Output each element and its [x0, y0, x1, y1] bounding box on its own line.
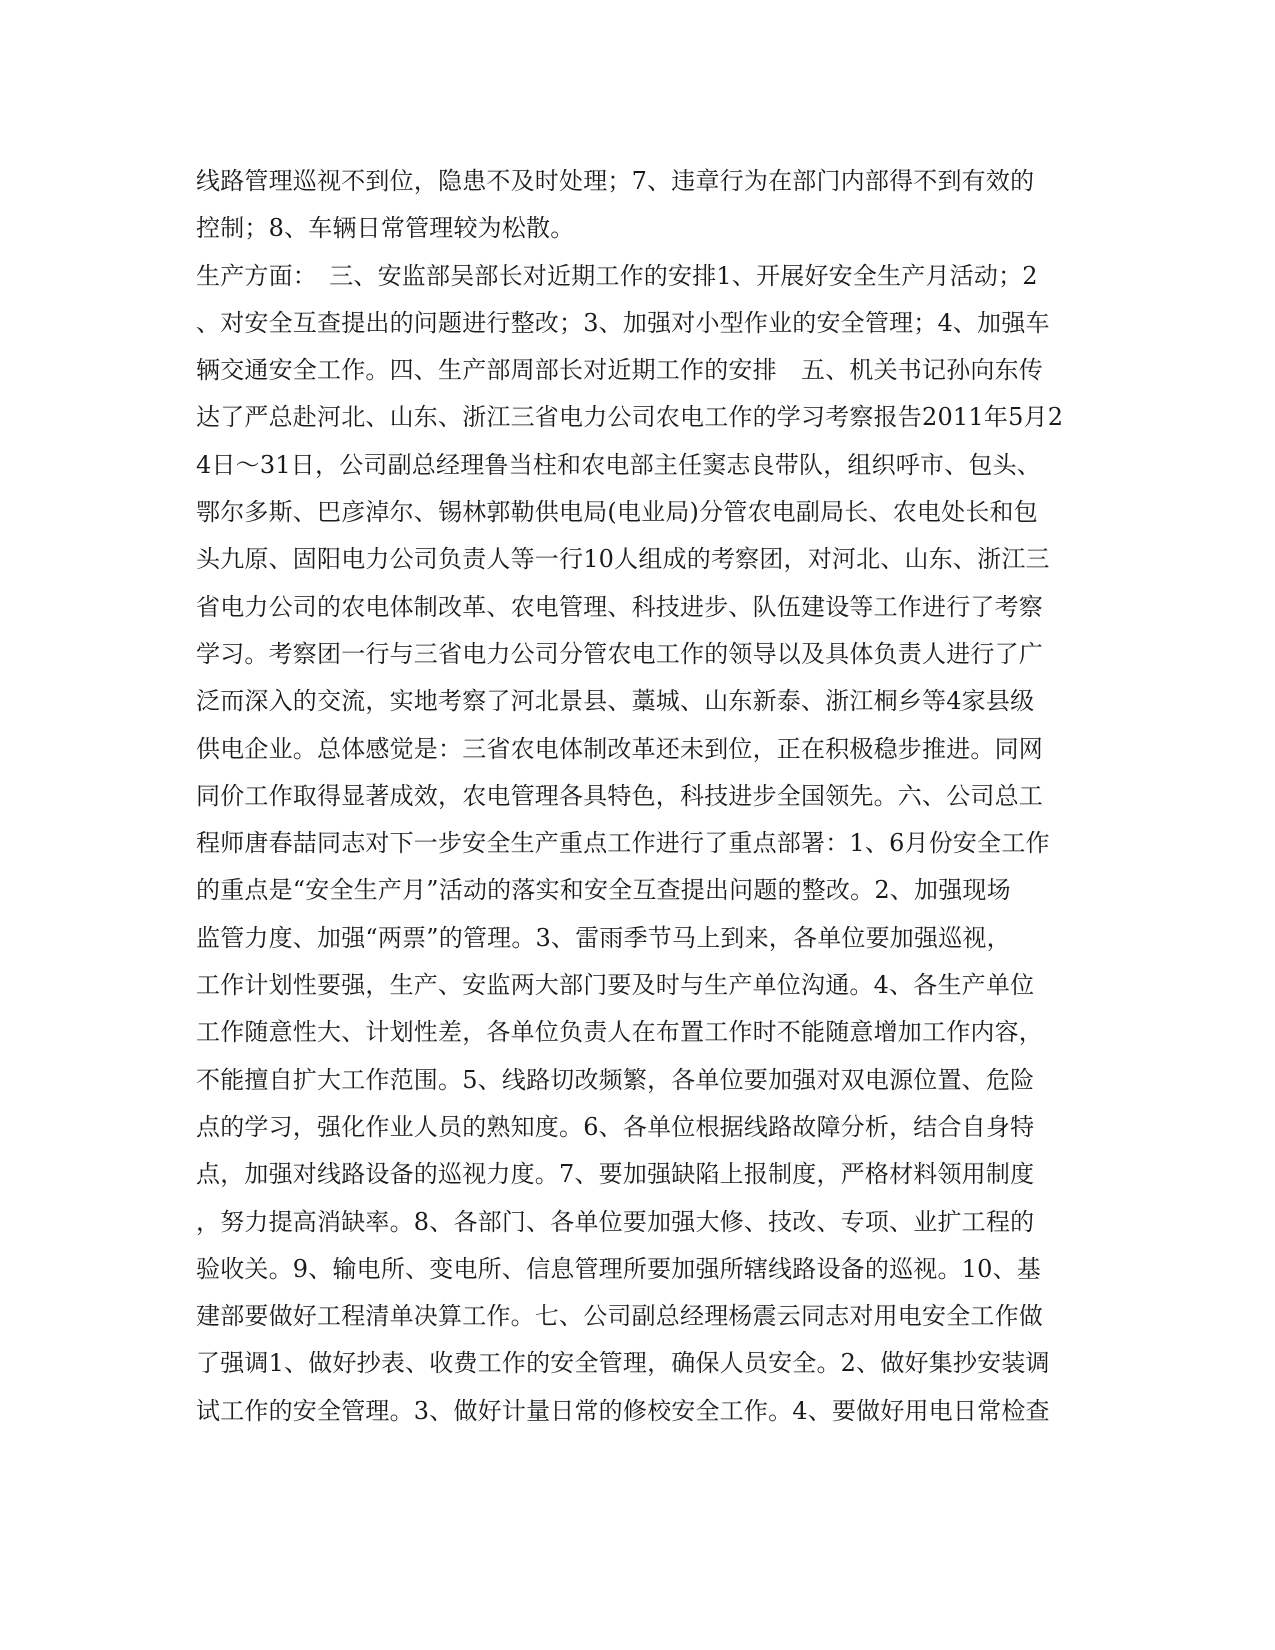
- text-line-23: ，努力提高消缺率。8、各部门、各单位要加强大修、技改、专项、业扩工程的: [196, 1207, 1035, 1236]
- text-line-12: 泛而深入的交流，实地考察了河北景县、藁城、山东新泰、浙江桐乡等4家县级: [196, 687, 1035, 716]
- text-line-17: 监管力度、加强“两票”的管理。3、雷雨季节马上到来，各单位要加强巡视，: [196, 923, 1011, 952]
- text-line-14: 同价工作取得显著成效，农电管理各具特色，科技进步全国领先。六、公司总工: [196, 781, 1043, 810]
- text-line-26: 了强调1、做好抄表、收费工作的安全管理，确保人员安全。2、做好集抄安装调: [196, 1349, 1050, 1378]
- body-text: [196, 158, 1076, 1435]
- text-line-9: 头九原、固阳电力公司负责人等一行10人组成的考察团，对河北、山东、浙江三: [196, 545, 1050, 574]
- text-line-3: 生产方面： 三、安监部吴部长对近期工作的安排1、开展好安全生产月活动；2: [196, 261, 1038, 290]
- text-line-4: 、对安全互查提出的问题进行整改；3、加强对小型作业的安全管理；4、加强车: [196, 308, 1050, 337]
- text-line-15: 程师唐春喆同志对下一步安全生产重点工作进行了重点部署：1、6月份安全工作: [196, 829, 1050, 858]
- text-line-20: 不能擅自扩大工作范围。5、线路切改频繁，各单位要加强对双电源位置、危险: [196, 1065, 1035, 1094]
- text-line-6: 达了严总赴河北、山东、浙江三省电力公司农电工作的学习考察报告2011年5月2: [196, 403, 1064, 432]
- text-line-18: 工作计划性要强，生产、安监两大部门要及时与生产单位沟通。4、各生产单位: [196, 971, 1035, 1000]
- text-line-19: 工作随意性大、计划性差，各单位负责人在布置工作时不能随意增加工作内容，: [196, 1018, 1043, 1047]
- text-line-5: 辆交通安全工作。四、生产部周部长对近期工作的安排 五、机关书记孙向东传: [196, 356, 1043, 385]
- text-line-11: 学习。考察团一行与三省电力公司分管农电工作的领导以及具体负责人进行了广: [196, 639, 1043, 668]
- text-line-7: 4日～31日，公司副总经理鲁当柱和农电部主任窦志良带队，组织呼市、包头、: [196, 450, 1042, 479]
- text-line-13: 供电企业。总体感觉是：三省农电体制改革还未到位，正在积极稳步推进。同网: [196, 734, 1043, 763]
- text-line-25: 建部要做好工程清单决算工作。七、公司副总经理杨震云同志对用电安全工作做: [196, 1302, 1043, 1331]
- text-line-24: 验收关。9、输电所、变电所、信息管理所要加强所辖线路设备的巡视。10、基: [196, 1254, 1042, 1283]
- text-line-16: 的重点是“安全生产月”活动的落实和安全互查提出问题的整改。2、加强现场: [196, 876, 1011, 905]
- text-line-10: 省电力公司的农电体制改革、农电管理、科技进步、队伍建设等工作进行了考察: [196, 592, 1043, 621]
- text-line-1: 线路管理巡视不到位，隐患不及时处理；7、违章行为在部门内部得不到有效的: [196, 167, 1035, 195]
- text-line-27: 试工作的安全管理。3、做好计量日常的修校安全工作。4、要做好用电日常检查: [196, 1396, 1050, 1425]
- text-line-2: 控制；8、车辆日常管理较为松散。: [196, 214, 575, 243]
- text-line-21: 点的学习，强化作业人员的熟知度。6、各单位根据线路故障分析，结合自身特: [196, 1112, 1035, 1141]
- text-line-22: 点，加强对线路设备的巡视力度。7、要加强缺陷上报制度，严格材料领用制度: [196, 1160, 1035, 1189]
- text-line-8: 鄂尔多斯、巴彦淖尔、锡林郭勒供电局(电业局)分管农电副局长、农电处长和包: [196, 498, 1038, 527]
